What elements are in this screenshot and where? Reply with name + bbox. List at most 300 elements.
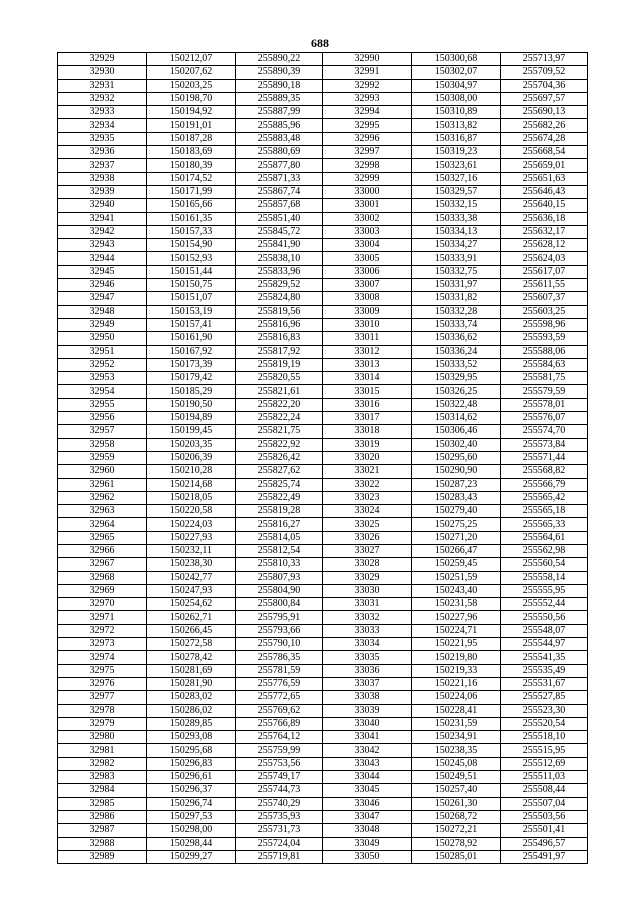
right-point-number-cell: 33028 xyxy=(323,558,412,571)
left-x-coordinate-cell: 150154,90 xyxy=(147,239,236,252)
left-point-number-cell: 32940 xyxy=(58,199,147,212)
right-x-coordinate-cell: 150243,40 xyxy=(412,584,501,597)
left-y-coordinate-cell: 255822,49 xyxy=(236,491,323,504)
right-y-coordinate-cell: 255603,25 xyxy=(501,305,588,318)
left-point-number-cell: 32952 xyxy=(58,358,147,371)
right-x-coordinate-cell: 150331,97 xyxy=(412,279,501,292)
left-x-coordinate-cell: 150203,25 xyxy=(147,79,236,92)
left-y-coordinate-cell: 255804,90 xyxy=(236,584,323,597)
left-y-coordinate-cell: 255786,35 xyxy=(236,651,323,664)
right-x-coordinate-cell: 150279,40 xyxy=(412,505,501,518)
left-x-coordinate-cell: 150298,00 xyxy=(147,824,236,837)
left-point-number-cell: 32984 xyxy=(58,784,147,797)
left-y-coordinate-cell: 255824,80 xyxy=(236,292,323,305)
right-point-number-cell: 33010 xyxy=(323,318,412,331)
right-point-number-cell: 33043 xyxy=(323,757,412,770)
left-x-coordinate-cell: 150194,89 xyxy=(147,412,236,425)
right-y-coordinate-cell: 255548,07 xyxy=(501,624,588,637)
right-y-coordinate-cell: 255491,97 xyxy=(501,850,588,863)
left-y-coordinate-cell: 255790,10 xyxy=(236,638,323,651)
right-point-number-cell: 32999 xyxy=(323,172,412,185)
right-y-coordinate-cell: 255636,18 xyxy=(501,212,588,225)
table-row xyxy=(58,451,588,464)
right-point-number-cell: 32996 xyxy=(323,132,412,145)
left-point-number-cell: 32983 xyxy=(58,771,147,784)
left-x-coordinate-cell: 150296,61 xyxy=(147,771,236,784)
right-x-coordinate-cell: 150326,25 xyxy=(412,385,501,398)
right-y-coordinate-cell: 255682,26 xyxy=(501,119,588,132)
left-y-coordinate-cell: 255769,62 xyxy=(236,704,323,717)
left-point-number-cell: 32978 xyxy=(58,704,147,717)
right-x-coordinate-cell: 150283,43 xyxy=(412,491,501,504)
right-x-coordinate-cell: 150310,89 xyxy=(412,106,501,119)
right-x-coordinate-cell: 150313,82 xyxy=(412,119,501,132)
right-y-coordinate-cell: 255697,57 xyxy=(501,92,588,105)
right-y-coordinate-cell: 255565,18 xyxy=(501,505,588,518)
right-point-number-cell: 33048 xyxy=(323,824,412,837)
left-point-number-cell: 32942 xyxy=(58,225,147,238)
left-point-number-cell: 32977 xyxy=(58,691,147,704)
right-point-number-cell: 33016 xyxy=(323,398,412,411)
left-x-coordinate-cell: 150183,69 xyxy=(147,146,236,159)
right-point-number-cell: 33004 xyxy=(323,239,412,252)
left-x-coordinate-cell: 150150,75 xyxy=(147,279,236,292)
right-x-coordinate-cell: 150266,47 xyxy=(412,544,501,557)
right-x-coordinate-cell: 150272,21 xyxy=(412,824,501,837)
right-point-number-cell: 33002 xyxy=(323,212,412,225)
right-point-number-cell: 33023 xyxy=(323,491,412,504)
table-row xyxy=(58,664,588,677)
left-y-coordinate-cell: 255759,99 xyxy=(236,744,323,757)
right-x-coordinate-cell: 150304,97 xyxy=(412,79,501,92)
table-row xyxy=(58,651,588,664)
left-x-coordinate-cell: 150207,62 xyxy=(147,66,236,79)
left-point-number-cell: 32948 xyxy=(58,305,147,318)
right-point-number-cell: 33009 xyxy=(323,305,412,318)
right-x-coordinate-cell: 150231,59 xyxy=(412,717,501,730)
left-y-coordinate-cell: 255867,74 xyxy=(236,185,323,198)
right-x-coordinate-cell: 150245,08 xyxy=(412,757,501,770)
left-point-number-cell: 32979 xyxy=(58,717,147,730)
right-point-number-cell: 32990 xyxy=(323,53,412,66)
table-row xyxy=(58,239,588,252)
right-x-coordinate-cell: 150327,16 xyxy=(412,172,501,185)
right-x-coordinate-cell: 150290,90 xyxy=(412,465,501,478)
right-y-coordinate-cell: 255535,49 xyxy=(501,664,588,677)
left-y-coordinate-cell: 255890,18 xyxy=(236,79,323,92)
right-point-number-cell: 32994 xyxy=(323,106,412,119)
table-row xyxy=(58,478,588,491)
left-point-number-cell: 32982 xyxy=(58,757,147,770)
left-point-number-cell: 32988 xyxy=(58,837,147,850)
right-x-coordinate-cell: 150302,40 xyxy=(412,438,501,451)
left-y-coordinate-cell: 255766,89 xyxy=(236,717,323,730)
right-y-coordinate-cell: 255515,95 xyxy=(501,744,588,757)
left-y-coordinate-cell: 255819,28 xyxy=(236,505,323,518)
right-y-coordinate-cell: 255544,97 xyxy=(501,638,588,651)
left-y-coordinate-cell: 255845,72 xyxy=(236,225,323,238)
table-row xyxy=(58,66,588,79)
right-x-coordinate-cell: 150329,95 xyxy=(412,372,501,385)
left-x-coordinate-cell: 150283,02 xyxy=(147,691,236,704)
left-y-coordinate-cell: 255793,66 xyxy=(236,624,323,637)
left-y-coordinate-cell: 255822,20 xyxy=(236,398,323,411)
left-x-coordinate-cell: 150296,83 xyxy=(147,757,236,770)
left-y-coordinate-cell: 255816,27 xyxy=(236,518,323,531)
left-point-number-cell: 32931 xyxy=(58,79,147,92)
table-row xyxy=(58,332,588,345)
left-x-coordinate-cell: 150220,58 xyxy=(147,505,236,518)
right-x-coordinate-cell: 150224,71 xyxy=(412,624,501,637)
right-x-coordinate-cell: 150333,52 xyxy=(412,358,501,371)
left-point-number-cell: 32959 xyxy=(58,451,147,464)
right-y-coordinate-cell: 255520,54 xyxy=(501,717,588,730)
table-row xyxy=(58,784,588,797)
right-y-coordinate-cell: 255584,63 xyxy=(501,358,588,371)
table-row xyxy=(58,850,588,863)
right-point-number-cell: 33012 xyxy=(323,345,412,358)
right-point-number-cell: 33018 xyxy=(323,425,412,438)
left-point-number-cell: 32980 xyxy=(58,731,147,744)
table-row xyxy=(58,465,588,478)
left-x-coordinate-cell: 150180,39 xyxy=(147,159,236,172)
table-row xyxy=(58,79,588,92)
right-point-number-cell: 33045 xyxy=(323,784,412,797)
left-y-coordinate-cell: 255877,80 xyxy=(236,159,323,172)
right-point-number-cell: 33047 xyxy=(323,810,412,823)
left-y-coordinate-cell: 255822,92 xyxy=(236,438,323,451)
right-point-number-cell: 33033 xyxy=(323,624,412,637)
right-y-coordinate-cell: 255560,54 xyxy=(501,558,588,571)
right-point-number-cell: 33029 xyxy=(323,571,412,584)
left-y-coordinate-cell: 255724,04 xyxy=(236,837,323,850)
left-point-number-cell: 32950 xyxy=(58,332,147,345)
left-point-number-cell: 32935 xyxy=(58,132,147,145)
right-x-coordinate-cell: 150314,62 xyxy=(412,412,501,425)
right-point-number-cell: 33006 xyxy=(323,265,412,278)
right-y-coordinate-cell: 255690,13 xyxy=(501,106,588,119)
right-x-coordinate-cell: 150287,23 xyxy=(412,478,501,491)
right-point-number-cell: 33031 xyxy=(323,598,412,611)
left-y-coordinate-cell: 255829,52 xyxy=(236,279,323,292)
left-x-coordinate-cell: 150191,01 xyxy=(147,119,236,132)
right-x-coordinate-cell: 150249,51 xyxy=(412,771,501,784)
left-y-coordinate-cell: 255816,83 xyxy=(236,332,323,345)
left-y-coordinate-cell: 255890,22 xyxy=(236,53,323,66)
left-point-number-cell: 32976 xyxy=(58,677,147,690)
left-y-coordinate-cell: 255819,56 xyxy=(236,305,323,318)
coordinates-table-body xyxy=(58,53,588,864)
right-y-coordinate-cell: 255607,37 xyxy=(501,292,588,305)
left-y-coordinate-cell: 255776,59 xyxy=(236,677,323,690)
left-x-coordinate-cell: 150210,28 xyxy=(147,465,236,478)
left-y-coordinate-cell: 255857,68 xyxy=(236,199,323,212)
left-point-number-cell: 32953 xyxy=(58,372,147,385)
left-x-coordinate-cell: 150171,99 xyxy=(147,185,236,198)
left-y-coordinate-cell: 255781,59 xyxy=(236,664,323,677)
right-y-coordinate-cell: 255565,33 xyxy=(501,518,588,531)
right-x-coordinate-cell: 150219,33 xyxy=(412,664,501,677)
right-x-coordinate-cell: 150322,48 xyxy=(412,398,501,411)
left-x-coordinate-cell: 150281,69 xyxy=(147,664,236,677)
table-row xyxy=(58,199,588,212)
right-y-coordinate-cell: 255593,59 xyxy=(501,332,588,345)
left-y-coordinate-cell: 255735,93 xyxy=(236,810,323,823)
left-x-coordinate-cell: 150179,42 xyxy=(147,372,236,385)
table-row xyxy=(58,611,588,624)
left-point-number-cell: 32974 xyxy=(58,651,147,664)
left-x-coordinate-cell: 150173,39 xyxy=(147,358,236,371)
left-y-coordinate-cell: 255749,17 xyxy=(236,771,323,784)
table-row xyxy=(58,677,588,690)
left-x-coordinate-cell: 150218,05 xyxy=(147,491,236,504)
right-y-coordinate-cell: 255581,75 xyxy=(501,372,588,385)
left-x-coordinate-cell: 150254,62 xyxy=(147,598,236,611)
left-x-coordinate-cell: 150266,45 xyxy=(147,624,236,637)
right-point-number-cell: 33025 xyxy=(323,518,412,531)
right-y-coordinate-cell: 255571,44 xyxy=(501,451,588,464)
table-row xyxy=(58,505,588,518)
right-y-coordinate-cell: 255640,15 xyxy=(501,199,588,212)
table-row xyxy=(58,132,588,145)
left-y-coordinate-cell: 255764,12 xyxy=(236,731,323,744)
table-row xyxy=(58,212,588,225)
left-point-number-cell: 32954 xyxy=(58,385,147,398)
table-row xyxy=(58,531,588,544)
right-x-coordinate-cell: 150334,13 xyxy=(412,225,501,238)
table-row xyxy=(58,544,588,557)
table-row xyxy=(58,571,588,584)
left-point-number-cell: 32947 xyxy=(58,292,147,305)
right-point-number-cell: 33021 xyxy=(323,465,412,478)
left-x-coordinate-cell: 150227,93 xyxy=(147,531,236,544)
left-point-number-cell: 32969 xyxy=(58,584,147,597)
right-point-number-cell: 33040 xyxy=(323,717,412,730)
right-point-number-cell: 33044 xyxy=(323,771,412,784)
right-y-coordinate-cell: 255503,56 xyxy=(501,810,588,823)
left-y-coordinate-cell: 255753,56 xyxy=(236,757,323,770)
right-point-number-cell: 33013 xyxy=(323,358,412,371)
left-point-number-cell: 32944 xyxy=(58,252,147,265)
table-row xyxy=(58,92,588,105)
left-y-coordinate-cell: 255825,74 xyxy=(236,478,323,491)
left-x-coordinate-cell: 150151,07 xyxy=(147,292,236,305)
right-x-coordinate-cell: 150331,82 xyxy=(412,292,501,305)
left-point-number-cell: 32933 xyxy=(58,106,147,119)
table-row xyxy=(58,638,588,651)
left-x-coordinate-cell: 150242,77 xyxy=(147,571,236,584)
table-row xyxy=(58,265,588,278)
left-y-coordinate-cell: 255719,81 xyxy=(236,850,323,863)
table-row xyxy=(58,372,588,385)
right-x-coordinate-cell: 150234,91 xyxy=(412,731,501,744)
left-y-coordinate-cell: 255883,48 xyxy=(236,132,323,145)
left-y-coordinate-cell: 255740,29 xyxy=(236,797,323,810)
right-x-coordinate-cell: 150316,87 xyxy=(412,132,501,145)
left-x-coordinate-cell: 150165,66 xyxy=(147,199,236,212)
left-point-number-cell: 32949 xyxy=(58,318,147,331)
table-row xyxy=(58,797,588,810)
left-x-coordinate-cell: 150203,35 xyxy=(147,438,236,451)
left-point-number-cell: 32938 xyxy=(58,172,147,185)
left-point-number-cell: 32943 xyxy=(58,239,147,252)
right-y-coordinate-cell: 255617,07 xyxy=(501,265,588,278)
left-x-coordinate-cell: 150190,50 xyxy=(147,398,236,411)
table-row xyxy=(58,824,588,837)
left-point-number-cell: 32989 xyxy=(58,850,147,863)
right-x-coordinate-cell: 150332,28 xyxy=(412,305,501,318)
left-x-coordinate-cell: 150194,92 xyxy=(147,106,236,119)
right-point-number-cell: 33039 xyxy=(323,704,412,717)
left-point-number-cell: 32973 xyxy=(58,638,147,651)
left-point-number-cell: 32968 xyxy=(58,571,147,584)
left-x-coordinate-cell: 150185,29 xyxy=(147,385,236,398)
left-y-coordinate-cell: 255822,24 xyxy=(236,412,323,425)
left-x-coordinate-cell: 150299,27 xyxy=(147,850,236,863)
page-number: 688 xyxy=(311,36,329,50)
right-point-number-cell: 33034 xyxy=(323,638,412,651)
left-x-coordinate-cell: 150224,03 xyxy=(147,518,236,531)
left-y-coordinate-cell: 255871,33 xyxy=(236,172,323,185)
left-x-coordinate-cell: 150206,39 xyxy=(147,451,236,464)
left-x-coordinate-cell: 150151,44 xyxy=(147,265,236,278)
right-y-coordinate-cell: 255646,43 xyxy=(501,185,588,198)
right-point-number-cell: 32997 xyxy=(323,146,412,159)
left-y-coordinate-cell: 255772,65 xyxy=(236,691,323,704)
right-y-coordinate-cell: 255704,36 xyxy=(501,79,588,92)
left-x-coordinate-cell: 150247,93 xyxy=(147,584,236,597)
left-y-coordinate-cell: 255851,40 xyxy=(236,212,323,225)
left-y-coordinate-cell: 255885,96 xyxy=(236,119,323,132)
right-point-number-cell: 33042 xyxy=(323,744,412,757)
right-point-number-cell: 33027 xyxy=(323,544,412,557)
right-x-coordinate-cell: 150308,00 xyxy=(412,92,501,105)
right-point-number-cell: 33046 xyxy=(323,797,412,810)
right-y-coordinate-cell: 255573,84 xyxy=(501,438,588,451)
right-y-coordinate-cell: 255564,61 xyxy=(501,531,588,544)
left-point-number-cell: 32963 xyxy=(58,505,147,518)
right-point-number-cell: 33035 xyxy=(323,651,412,664)
right-x-coordinate-cell: 150332,75 xyxy=(412,265,501,278)
right-y-coordinate-cell: 255508,44 xyxy=(501,784,588,797)
right-x-coordinate-cell: 150300,68 xyxy=(412,53,501,66)
right-y-coordinate-cell: 255651,63 xyxy=(501,172,588,185)
right-point-number-cell: 33030 xyxy=(323,584,412,597)
right-x-coordinate-cell: 150319,23 xyxy=(412,146,501,159)
right-y-coordinate-cell: 255674,28 xyxy=(501,132,588,145)
left-y-coordinate-cell: 255795,91 xyxy=(236,611,323,624)
left-x-coordinate-cell: 150174,52 xyxy=(147,172,236,185)
left-x-coordinate-cell: 150296,74 xyxy=(147,797,236,810)
right-point-number-cell: 33050 xyxy=(323,850,412,863)
left-x-coordinate-cell: 150232,11 xyxy=(147,544,236,557)
right-x-coordinate-cell: 150271,20 xyxy=(412,531,501,544)
right-y-coordinate-cell: 255628,12 xyxy=(501,239,588,252)
right-x-coordinate-cell: 150295,60 xyxy=(412,451,501,464)
right-y-coordinate-cell: 255598,96 xyxy=(501,318,588,331)
left-y-coordinate-cell: 255814,05 xyxy=(236,531,323,544)
table-row xyxy=(58,558,588,571)
right-x-coordinate-cell: 150333,38 xyxy=(412,212,501,225)
table-row xyxy=(58,771,588,784)
right-y-coordinate-cell: 255555,95 xyxy=(501,584,588,597)
right-x-coordinate-cell: 150227,96 xyxy=(412,611,501,624)
right-point-number-cell: 33026 xyxy=(323,531,412,544)
right-y-coordinate-cell: 255562,98 xyxy=(501,544,588,557)
left-point-number-cell: 32951 xyxy=(58,345,147,358)
left-x-coordinate-cell: 150262,71 xyxy=(147,611,236,624)
left-x-coordinate-cell: 150167,92 xyxy=(147,345,236,358)
left-x-coordinate-cell: 150161,35 xyxy=(147,212,236,225)
left-y-coordinate-cell: 255890,39 xyxy=(236,66,323,79)
left-point-number-cell: 32937 xyxy=(58,159,147,172)
right-point-number-cell: 32998 xyxy=(323,159,412,172)
table-row xyxy=(58,159,588,172)
left-y-coordinate-cell: 255800,84 xyxy=(236,598,323,611)
right-y-coordinate-cell: 255558,14 xyxy=(501,571,588,584)
table-row xyxy=(58,252,588,265)
left-x-coordinate-cell: 150212,07 xyxy=(147,53,236,66)
table-row xyxy=(58,810,588,823)
right-y-coordinate-cell: 255579,59 xyxy=(501,385,588,398)
right-y-coordinate-cell: 255624,03 xyxy=(501,252,588,265)
left-x-coordinate-cell: 150293,08 xyxy=(147,731,236,744)
right-point-number-cell: 33000 xyxy=(323,185,412,198)
right-y-coordinate-cell: 255550,56 xyxy=(501,611,588,624)
table-row xyxy=(58,172,588,185)
left-point-number-cell: 32929 xyxy=(58,53,147,66)
right-point-number-cell: 33001 xyxy=(323,199,412,212)
right-x-coordinate-cell: 150333,74 xyxy=(412,318,501,331)
right-point-number-cell: 32995 xyxy=(323,119,412,132)
right-y-coordinate-cell: 255523,30 xyxy=(501,704,588,717)
table-row xyxy=(58,744,588,757)
right-point-number-cell: 33036 xyxy=(323,664,412,677)
table-row xyxy=(58,318,588,331)
left-y-coordinate-cell: 255821,61 xyxy=(236,385,323,398)
left-x-coordinate-cell: 150289,85 xyxy=(147,717,236,730)
table-row xyxy=(58,438,588,451)
left-x-coordinate-cell: 150199,45 xyxy=(147,425,236,438)
left-point-number-cell: 32956 xyxy=(58,412,147,425)
left-point-number-cell: 32941 xyxy=(58,212,147,225)
table-row xyxy=(58,119,588,132)
left-y-coordinate-cell: 255889,35 xyxy=(236,92,323,105)
right-x-coordinate-cell: 150336,24 xyxy=(412,345,501,358)
right-y-coordinate-cell: 255501,41 xyxy=(501,824,588,837)
right-point-number-cell: 33008 xyxy=(323,292,412,305)
left-y-coordinate-cell: 255821,75 xyxy=(236,425,323,438)
right-x-coordinate-cell: 150228,41 xyxy=(412,704,501,717)
right-y-coordinate-cell: 255709,52 xyxy=(501,66,588,79)
left-point-number-cell: 32945 xyxy=(58,265,147,278)
left-y-coordinate-cell: 255841,90 xyxy=(236,239,323,252)
right-point-number-cell: 33003 xyxy=(323,225,412,238)
left-point-number-cell: 32958 xyxy=(58,438,147,451)
left-point-number-cell: 32930 xyxy=(58,66,147,79)
right-y-coordinate-cell: 255541,35 xyxy=(501,651,588,664)
table-row xyxy=(58,412,588,425)
left-point-number-cell: 32946 xyxy=(58,279,147,292)
table-row xyxy=(58,225,588,238)
table-row xyxy=(58,146,588,159)
right-y-coordinate-cell: 255568,82 xyxy=(501,465,588,478)
left-x-coordinate-cell: 150157,33 xyxy=(147,225,236,238)
left-y-coordinate-cell: 255810,33 xyxy=(236,558,323,571)
left-point-number-cell: 32971 xyxy=(58,611,147,624)
left-x-coordinate-cell: 150298,44 xyxy=(147,837,236,850)
right-x-coordinate-cell: 150323,61 xyxy=(412,159,501,172)
